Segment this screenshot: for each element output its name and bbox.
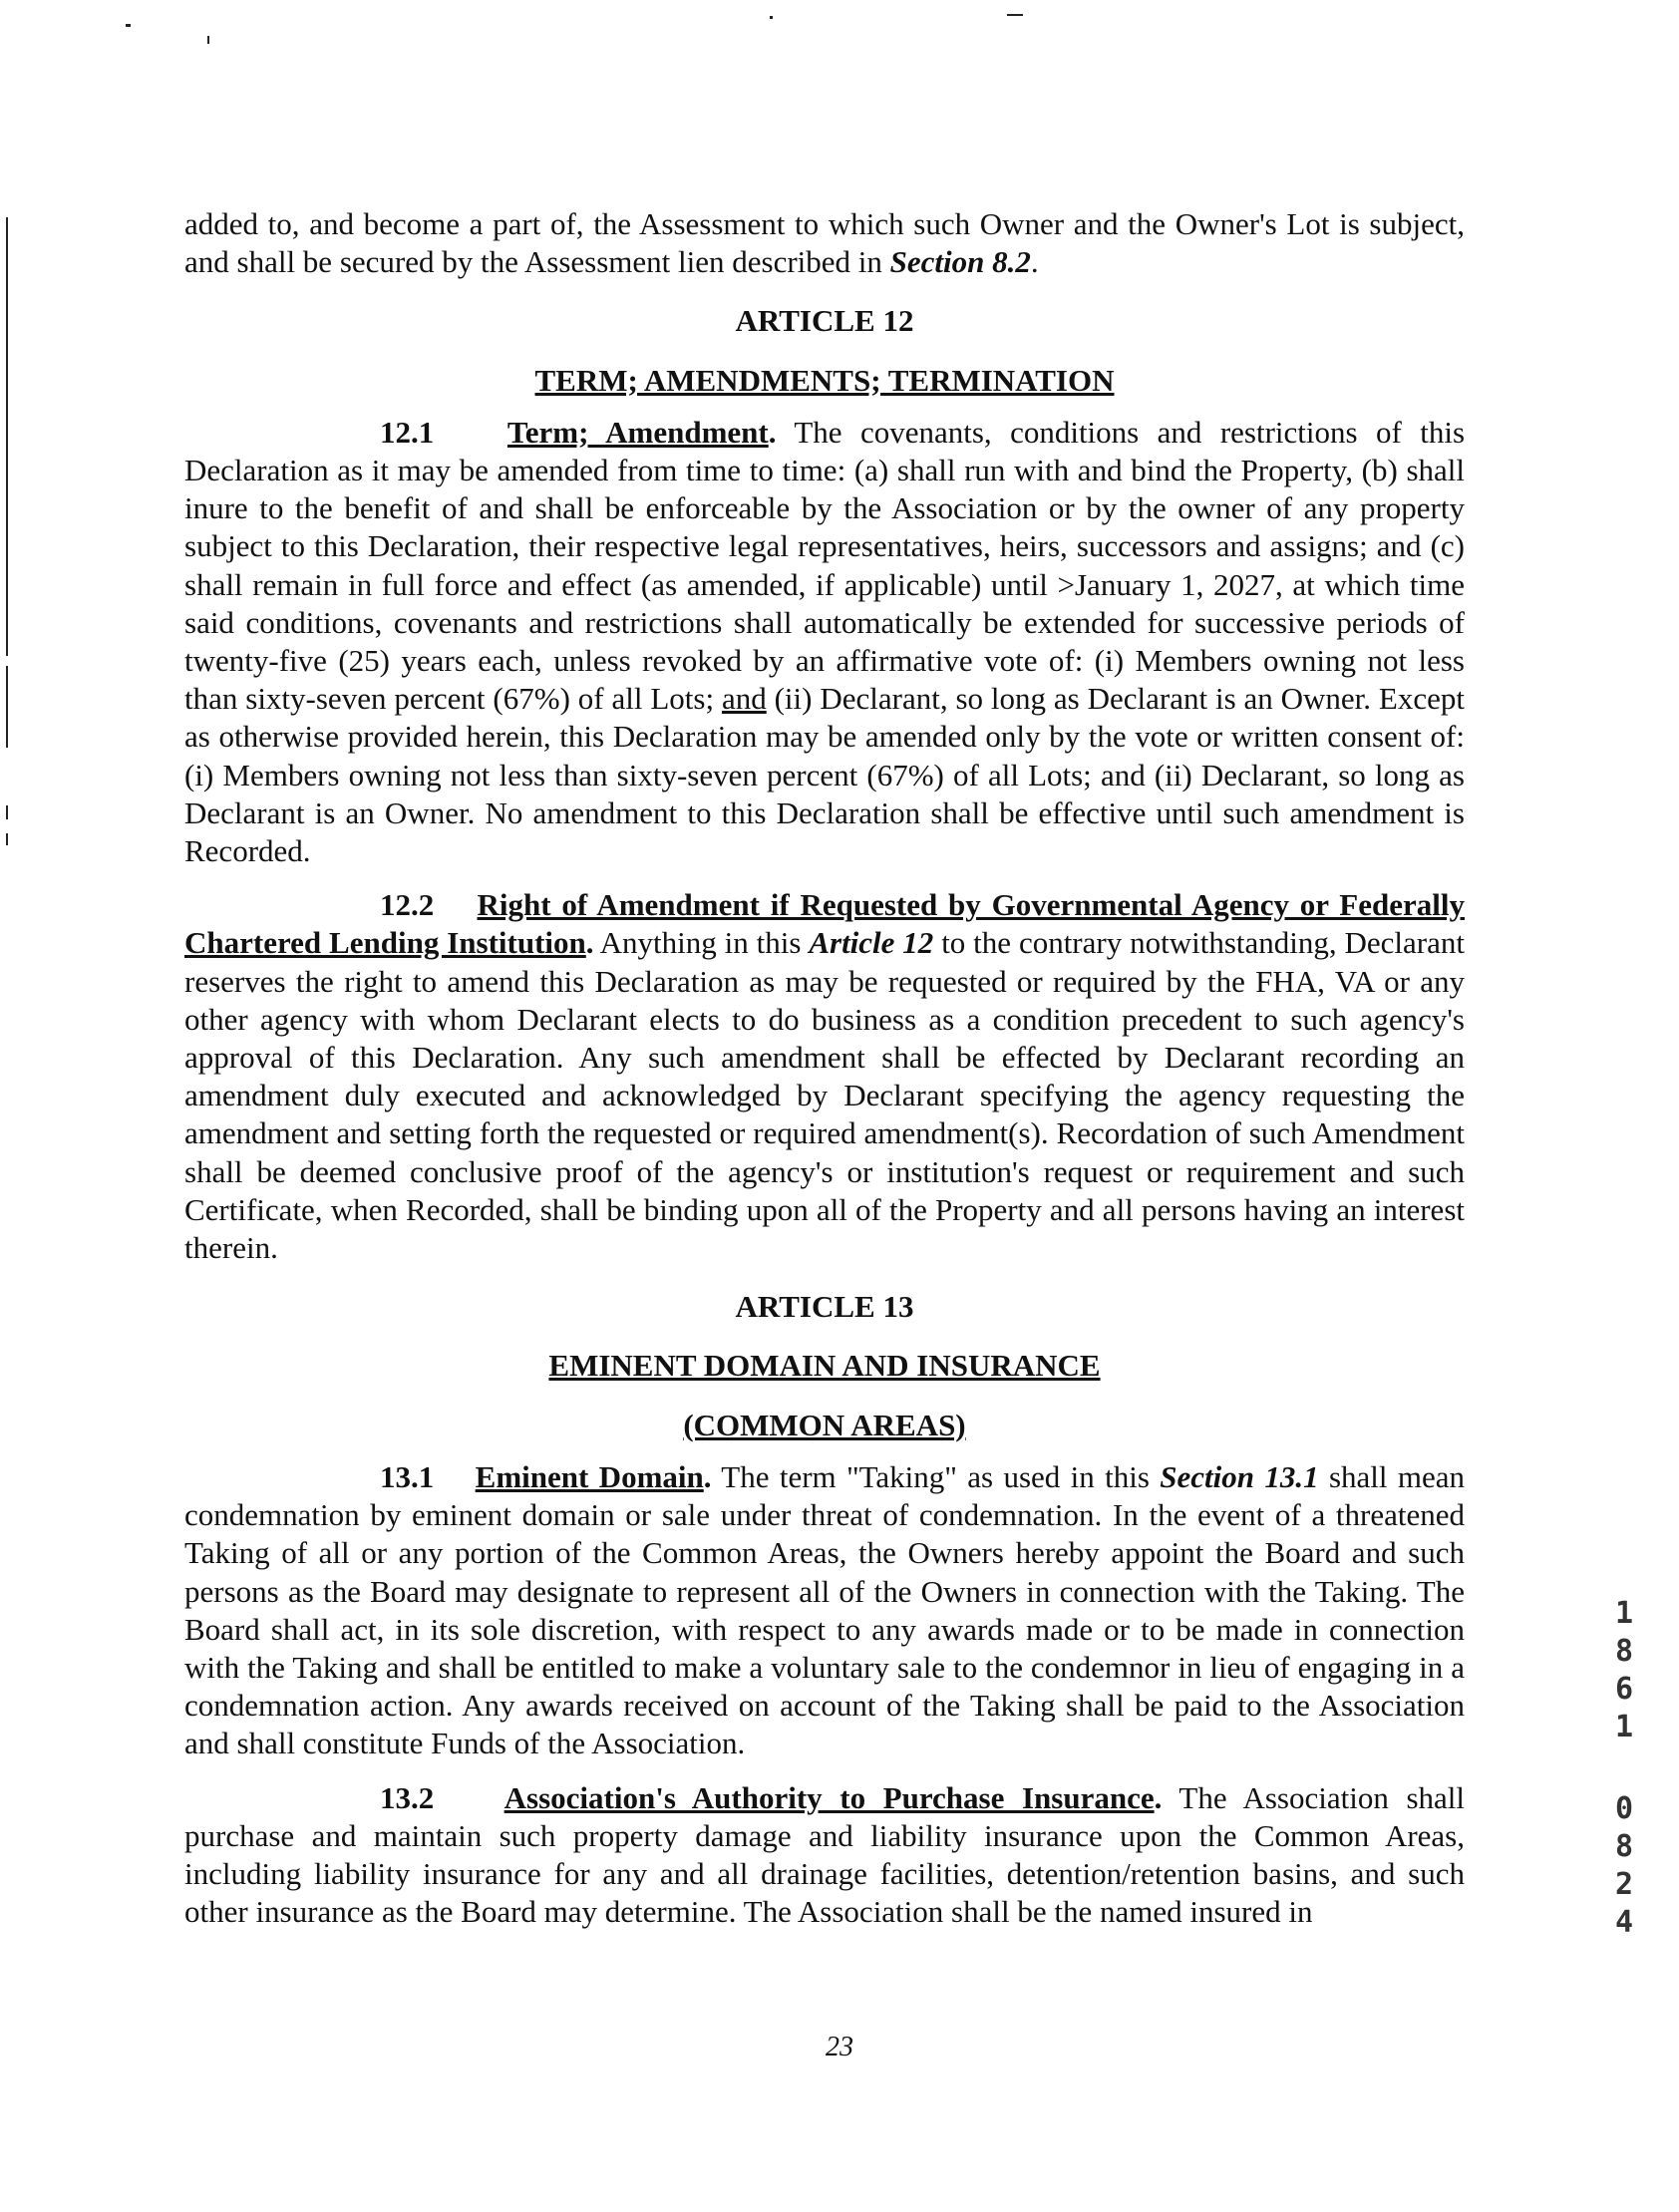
section-13-2-paragraph (184, 1779, 1465, 1932)
section-text: (ii) Declarant, so long as Declarant is an Owner. Except as otherwise provided herein, this Declaration may be amended only by the vote or written consent of: (i) Members owning not less than sixty-seven percent (67%) of all Lots; and (ii) Declarant, so long as Declarant is an Owner. No amendment to this Declaration shall be effective until such amendment is Recorded. (184, 681, 1465, 869)
scan-artifact-top-dash (1007, 14, 1023, 16)
section-number: 12.1 (380, 414, 435, 450)
stamp-digit: 8 (1614, 1829, 1634, 1864)
section-title-period: . (768, 414, 777, 450)
scan-artifact-left-tick (6, 805, 8, 819)
section-title: Term; Amendment (506, 414, 769, 450)
stamp-digit: 0 (1614, 1791, 1634, 1826)
section-number: 13.1 (380, 1458, 435, 1494)
stamp-digit: 4 (1614, 1905, 1634, 1940)
scan-artifact-left-bar (6, 217, 8, 656)
stamp-digit: 6 (1614, 1672, 1634, 1707)
continuation-period: . (1030, 244, 1039, 280)
section-number: 13.2 (380, 1779, 435, 1815)
section-title-period: . (1154, 1779, 1163, 1815)
section-title-period: . (585, 925, 594, 961)
article-12-heading: ARTICLE 12 (735, 303, 914, 339)
section-text: The term "Taking" as used in this (711, 1458, 1161, 1494)
article-13-title: EMINENT DOMAIN AND INSURANCE (548, 1348, 1101, 1384)
section-title-period: . (703, 1458, 712, 1494)
stamp-digit: 1 (1614, 1710, 1634, 1744)
section-text: to the contrary notwithstanding, Declarant reserves the right to amend this Declaration as may be requested or required by the FHA, VA or any other agency with whom Declarant elects to do business as a condition precedent to such agency's approval of this Declaration. Any such amendment shall be effected by Declarant recording an amendment duly executed and acknowledged by Declarant specifying the agency requesting the amendment and setting forth the requested or required amendment(s). Recordation of such Amendment shall be deemed conclusive proof of the agency's or institution's request or requirement and such Certificate, when Recorded, shall be binding upon all of the Property and all persons having an interest therein. (184, 925, 1465, 1266)
section-text: The covenants, conditions and restrictions of this Declaration as it may be amended from time to time: (a) shall run with and bind the Property, (b) shall inure to the benefit of and shall be enforceable by the Association or by the owner of any property subject to this Declaration, their respective legal representatives, heirs, successors and assigns; and (c) shall remain in full force and effect (as amended, if applicable) until >January 1, 2027, at which time said conditions, covenants and restrictions shall automatically be extended for successive periods of twenty-five (25) years each, unless revoked by an affirmative vote of: (i) Members owning not less than sixty-seven percent (67%) of all Lots; (184, 414, 1466, 717)
article-12-title: TERM; AMENDMENTS; TERMINATION (534, 362, 1115, 398)
article-13-subtitle: (COMMON AREAS) (683, 1407, 966, 1442)
page-number: 23 (826, 2032, 853, 2062)
scan-artifact-top-left-mark (126, 24, 131, 27)
recording-stamp-bottom (1611, 1790, 1637, 1942)
article-reference: Article 12 (809, 925, 934, 961)
section-12-2-paragraph (184, 886, 1465, 1267)
section-text: The Association shall purchase and maintain such property damage and liability insurance upon the Common Areas, including liability insurance for any and all drainage facilities, detention/retention basins, and such other insurance as the Board may determine. The Association shall be the named insured in (184, 1779, 1465, 1930)
document-body (184, 205, 1465, 1931)
continuation-text: added to, and become a part of, the Assessment to which such Owner and the Owner's Lot is subject, and shall be secured by the Assessment lien described in (184, 206, 1465, 280)
stamp-digit: 1 (1614, 1596, 1634, 1631)
scan-artifact-top-left-mark (207, 36, 209, 44)
section-title: Eminent Domain (475, 1458, 704, 1494)
recording-stamp-top (1611, 1595, 1637, 1746)
section-text: shall mean condemnation by eminent domain or sale under threat of condemnation. In the event of a threatened Taking of all or any portion of the Common Areas, the Owners hereby appoint the Board and such persons as the Board may designate to represent all of the Owners in connection with the Taking. The Board shall act, in its sole discretion, with respect to any awards made or to be made in connection with the Taking and shall be entitled to make a voluntary sale to the condemnor in lieu of engaging in a condemnation action. Any awards received on account of the Taking shall be paid to the Association and shall constitute Funds of the Association. (184, 1458, 1465, 1761)
section-title: Right of Amendment if Requested by Governmental Agency or Federally Chartered Lending Institution (184, 887, 1465, 961)
section-reference: Section 13.1 (1160, 1458, 1319, 1494)
underlined-and: and (721, 681, 767, 717)
section-text: Anything in this (593, 925, 810, 961)
section-12-1-paragraph (184, 414, 1465, 870)
article-13-heading: ARTICLE 13 (735, 1289, 914, 1325)
section-title: Association's Authority to Purchase Insurance (504, 1779, 1155, 1815)
section-number: 12.2 (380, 887, 435, 923)
section-13-1-paragraph (184, 1458, 1465, 1763)
stamp-digit: 2 (1614, 1867, 1634, 1902)
section-reference: Section 8.2 (889, 244, 1031, 280)
scan-artifact-left-tick (6, 833, 8, 845)
stamp-digit: 8 (1614, 1634, 1634, 1669)
scan-artifact-top-dot (770, 16, 773, 19)
scan-artifact-left-bar-lower (6, 666, 8, 748)
continuation-paragraph (184, 205, 1465, 281)
